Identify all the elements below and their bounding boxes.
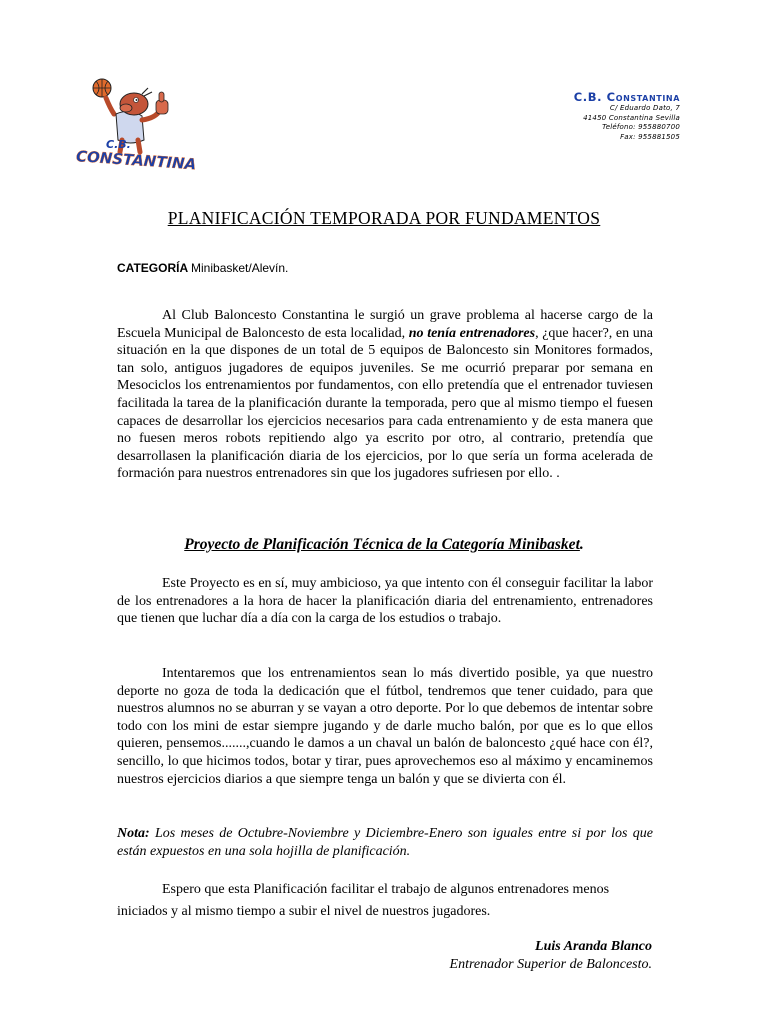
club-logo [72,74,198,170]
project-title-period: . [579,536,584,553]
category-line [117,261,288,275]
letterhead-address-line1: C/ Eduardo Dato, 7 [609,104,680,112]
note-text: Los meses de Octubre-Noviembre y Diciembre-Enero son iguales entre si por los que están expuestos en una sola hojilla de planificación. [117,826,653,859]
letterhead-address-line2: 41450 Constantina Sevilla [583,113,680,122]
note-label: Nota: [117,826,150,841]
mascot-logo-icon [72,74,198,170]
category-label: CATEGORÍA [117,261,188,275]
intro-text-part1: Al Club Baloncesto Constantina le surgió un grave problema al hacerse cargo de la Escuela Municipal de Baloncesto de esta localidad, [117,308,653,341]
intro-emphasis: no tenía entrenadores [408,325,536,341]
logo-text-constantina: CONSTANTINA [75,147,197,170]
signature-role: Entrenador Superior de Baloncesto. [449,957,652,972]
letterhead [480,90,680,142]
category-value: Minibasket/Alevín. [191,261,289,275]
document-title: PLANIFICACIÓN TEMPORADA POR FUNDAMENTOS [167,208,601,228]
closing-paragraph: Espero que esta Planificación facilitar el trabajo de algunos entrenadores menos iniciados y al mismo tiempo a subir el nivel de nuestros jugadores. [117,882,610,919]
project-paragraph: Este Proyecto es en sí, muy ambicioso, ya que intento con él conseguir facilitar la labor de los entrenadores a la hora de hacer la planificación diaria del entrenamiento, entrenadores que tienen que luchar día a día con la carga de los estudios o trabajo. [117,576,653,627]
logo-text-cb: C.B. [106,138,131,151]
training-paragraph: Intentaremos que los entrenamientos sean lo más divertido posible, ya que nuestro deporte no goza de toda la dedicación que el fútbol, tendremos que tener cuidado, para que nuestros alumnos no se aburran y se vayan a otro deporte. Por lo que debemos de intentar sobre todo con los mini de estar siempre jugando y de darle mucho balón, por que es lo que ellos quieren, pensemos.......,cuando le damos a un chaval un balón de baloncesto ¿qué hace con él?, sencillo, lo que hicimos todos, botar y tirar, pues aprovechemos eso al máximo y encaminemos nuestros ejercicios diarios a que siempre tenga un balón y que se divierta con él. [117,666,653,787]
project-title [0,536,768,554]
intro-paragraph [117,307,653,483]
letterhead-phone: Teléfono: 955880700 [602,123,680,131]
letterhead-club-name: C.B. Constantina [573,90,680,104]
project-title-text: Proyecto de Planificación Técnica de la Categoría Minibasket [184,536,580,553]
note-paragraph [117,825,653,860]
intro-text-part2: , ¿que hacer?, en una situación en la que dispones de un total de 5 equipos de Baloncesto sin Monitores formados, tan solo, antiguos jugadores de equipos juveniles. Se me ocurrió preparar por semana en Mesociclos los entrenamientos por fundamentos, con ello pretendía que el entrenador tuviesen facilitada la tarea de la planificación durante la temporada, pero que al mismo tiempo el fuesen capaces de desarrollar los ejercicios necesarios para cada entrenamiento y de esta manera que no fuesen meros robots repitiendo algo ya escrito por otro, al contrario, pretendía que desarrollasen la planificación diaria de los ejercicios, por lo que sería un forma acelerada de formación para nuestros entrenadores sin que los jugadores sufriesen por ello. . [117,325,653,482]
signature-block [450,938,652,974]
letterhead-fax: Fax: 955881505 [620,132,680,141]
signature-name: Luis Aranda Blanco [535,939,652,954]
